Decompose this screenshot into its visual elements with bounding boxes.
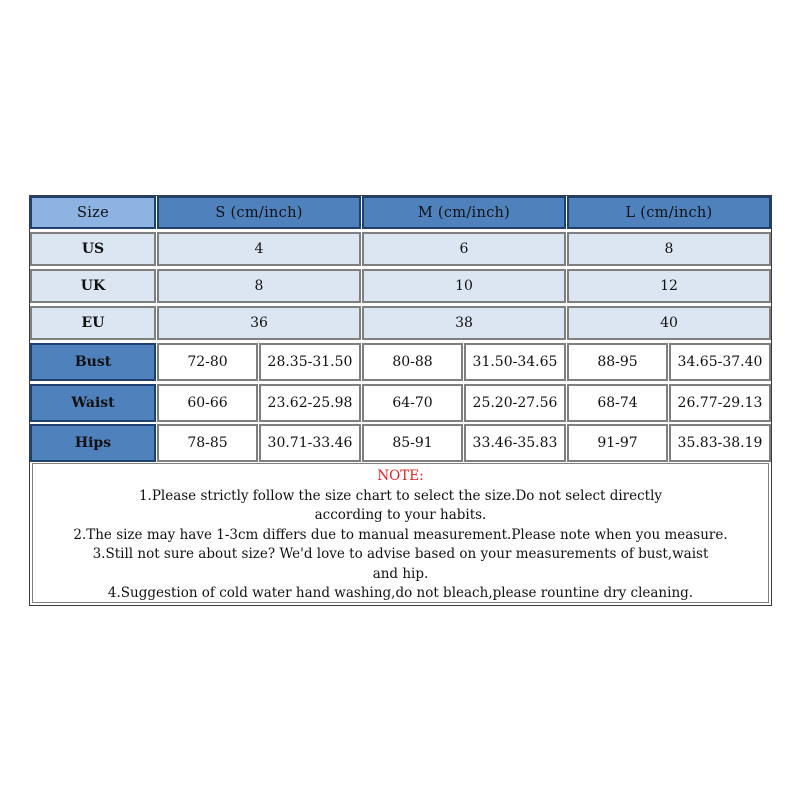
row-label-eu: EU xyxy=(30,306,156,340)
size-chart xyxy=(29,195,772,606)
hips-m-inch: 33.46-35.83 xyxy=(464,424,566,462)
uk-size-m: 10 xyxy=(362,269,566,303)
waist-s-inch: 23.62-25.98 xyxy=(259,384,361,422)
us-size-s: 4 xyxy=(157,232,361,266)
note-item-1: 1.Please strictly follow the size chart to select the size.Do not select directly xyxy=(138,487,663,504)
row-label-uk: UK xyxy=(30,269,156,303)
size-column-l-header: L (cm/inch) xyxy=(567,196,771,229)
hips-m-cm: 85-91 xyxy=(362,424,463,462)
row-label-waist: Waist xyxy=(30,384,156,422)
row-label-bust: Bust xyxy=(30,343,156,381)
size-column-s-header: S (cm/inch) xyxy=(157,196,361,229)
bust-s-inch: 28.35-31.50 xyxy=(259,343,361,381)
eu-size-m: 38 xyxy=(362,306,566,340)
waist-s-cm: 60-66 xyxy=(157,384,258,422)
bust-l-inch: 34.65-37.40 xyxy=(669,343,771,381)
hips-s-cm: 78-85 xyxy=(157,424,258,462)
hips-l-cm: 91-97 xyxy=(567,424,668,462)
row-label-hips: Hips xyxy=(30,424,156,462)
row-label-us: US xyxy=(30,232,156,266)
notes-title: NOTE: xyxy=(377,468,424,484)
waist-m-cm: 64-70 xyxy=(362,384,463,422)
waist-m-inch: 25.20-27.56 xyxy=(464,384,566,422)
bust-l-cm: 88-95 xyxy=(567,343,668,381)
uk-size-l: 12 xyxy=(567,269,771,303)
us-size-m: 6 xyxy=(362,232,566,266)
bust-m-inch: 31.50-34.65 xyxy=(464,343,566,381)
waist-l-cm: 68-74 xyxy=(567,384,668,422)
waist-l-inch: 26.77-29.13 xyxy=(669,384,771,422)
size-header-cell: Size xyxy=(30,196,156,229)
note-item-4: 4.Suggestion of cold water hand washing,do not bleach,please rountine dry cleaning. xyxy=(107,585,694,601)
hips-l-inch: 35.83-38.19 xyxy=(669,424,771,462)
us-size-l: 8 xyxy=(567,232,771,266)
uk-size-s: 8 xyxy=(157,269,361,303)
size-column-m-header: M (cm/inch) xyxy=(362,196,566,229)
bust-s-cm: 72-80 xyxy=(157,343,258,381)
notes-box xyxy=(32,463,769,603)
eu-size-l: 40 xyxy=(567,306,771,340)
note-item-3-continued: and hip. xyxy=(372,565,429,582)
eu-size-s: 36 xyxy=(157,306,361,340)
note-item-2: 2.The size may have 1-3cm differs due to manual measurement.Please note when you measure. xyxy=(73,526,728,543)
bust-m-cm: 80-88 xyxy=(362,343,463,381)
hips-s-inch: 30.71-33.46 xyxy=(259,424,361,462)
note-item-3: 3.Still not sure about size? We'd love to advise based on your measurements of bust,waist xyxy=(92,546,709,562)
note-item-1-continued: according to your habits. xyxy=(314,507,487,523)
